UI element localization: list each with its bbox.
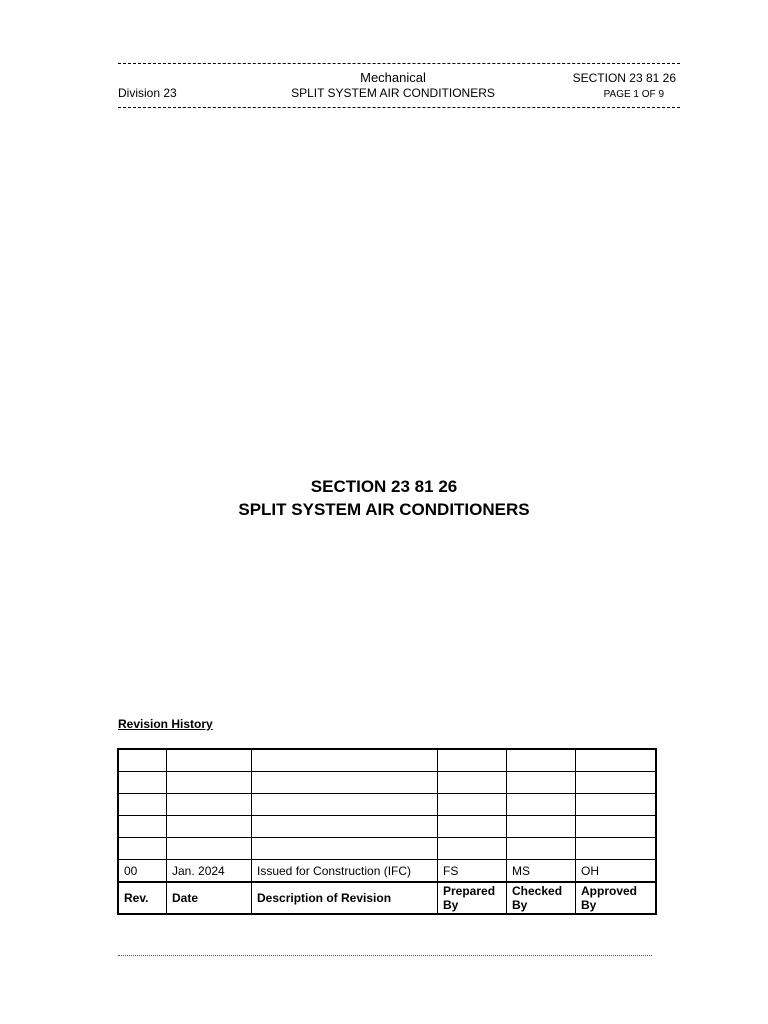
table-cell <box>438 749 507 772</box>
table-cell <box>507 838 576 860</box>
header-page-number: PAGE 1 OF 9 <box>603 89 664 100</box>
header-bottom-rule <box>118 107 680 108</box>
table-cell <box>167 772 252 794</box>
column-header-approved-by: Approved By <box>576 882 657 914</box>
table-cell <box>507 794 576 816</box>
column-header-date: Date <box>167 882 252 914</box>
description-cell: Issued for Construction (IFC) <box>252 860 438 883</box>
table-cell <box>507 816 576 838</box>
table-cell <box>252 749 438 772</box>
table-header-row <box>118 882 656 914</box>
table-cell <box>576 772 657 794</box>
revision-history-table <box>117 748 657 915</box>
header-doc-title: SPLIT SYSTEM AIR CONDITIONERS <box>291 86 495 100</box>
header-division: Division 23 <box>118 86 177 100</box>
table-cell <box>118 772 167 794</box>
table-row <box>118 794 656 816</box>
column-header-prepared-by: Prepared By <box>438 882 507 914</box>
table-cell <box>252 816 438 838</box>
table-cell <box>252 772 438 794</box>
date-cell: Jan. 2024 <box>167 860 252 883</box>
table-row <box>118 749 656 772</box>
table-cell <box>438 816 507 838</box>
table-row <box>118 860 656 883</box>
table-cell <box>167 794 252 816</box>
table-cell <box>167 816 252 838</box>
table-cell <box>576 794 657 816</box>
table-cell <box>167 838 252 860</box>
table-row <box>118 772 656 794</box>
header-section-number: SECTION 23 81 26 <box>572 71 676 85</box>
table-cell <box>576 838 657 860</box>
table-cell <box>507 749 576 772</box>
cover-section-title: SECTION 23 81 26 <box>310 477 458 496</box>
table-cell <box>438 772 507 794</box>
header-top-rule <box>118 63 680 64</box>
table-cell <box>576 749 657 772</box>
table-cell <box>438 838 507 860</box>
table-cell <box>118 838 167 860</box>
table-cell <box>118 794 167 816</box>
table-cell <box>576 816 657 838</box>
approved-by-cell: OH <box>576 860 657 883</box>
revision-history-heading: Revision History <box>118 717 213 731</box>
table-cell <box>507 772 576 794</box>
table-cell <box>252 794 438 816</box>
column-header-description: Description of Revision <box>252 882 438 914</box>
table-row <box>118 816 656 838</box>
table-cell <box>438 794 507 816</box>
table-cell <box>252 838 438 860</box>
table-cell <box>118 816 167 838</box>
table-cell <box>167 749 252 772</box>
column-header-checked-by: Checked By <box>507 882 576 914</box>
prepared-by-cell: FS <box>438 860 507 883</box>
header-discipline: Mechanical <box>360 70 426 85</box>
cover-document-title: SPLIT SYSTEM AIR CONDITIONERS <box>238 500 530 519</box>
checked-by-cell: MS <box>507 860 576 883</box>
column-header-rev: Rev. <box>118 882 167 914</box>
table-row <box>118 838 656 860</box>
rev-cell: 00 <box>118 860 167 883</box>
footer-rule <box>118 955 652 956</box>
table-cell <box>118 749 167 772</box>
